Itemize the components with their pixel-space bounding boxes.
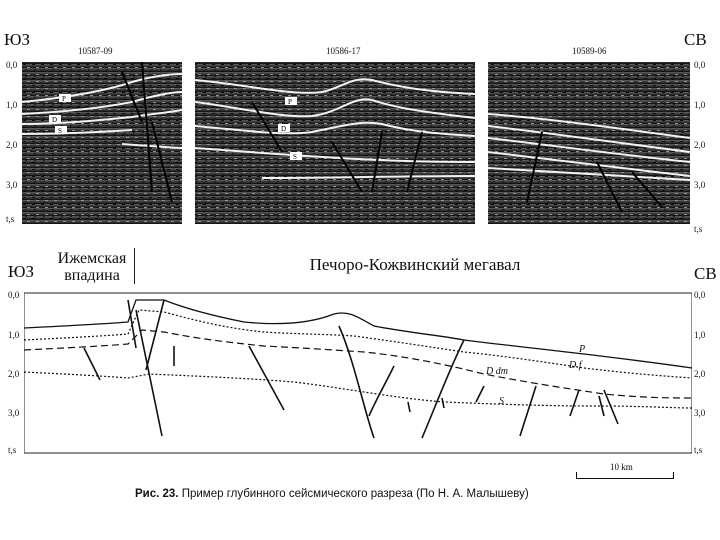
bottom-left-tick-2: 2,0: [8, 369, 20, 379]
scale-bar: [576, 472, 674, 479]
region-divider: [134, 248, 135, 284]
top-left-tick-0: 0,0: [6, 60, 18, 70]
top-horizon-label: P: [288, 98, 292, 106]
figure-caption: [135, 488, 529, 500]
top-right-tick-4: t,s: [694, 224, 703, 234]
interpretation-section: [24, 290, 692, 460]
bottom-right-direction: СВ: [694, 264, 717, 283]
label-S: S: [499, 396, 504, 407]
label-Df: D f: [569, 360, 582, 371]
top-left-tick-2: 2,0: [6, 140, 18, 150]
bottom-left-tick-0: 0,0: [8, 290, 20, 300]
top-horizon-label: D: [281, 125, 287, 133]
bottom-left-direction: ЮЗ: [8, 262, 34, 281]
top-horizon-label: S: [58, 127, 62, 135]
bottom-right-tick-0: 0,0: [694, 290, 706, 300]
top-left-direction: ЮЗ: [4, 30, 30, 49]
bottom-left-tick-1: 1,0: [8, 330, 20, 340]
bottom-right-tick-1: 1,0: [694, 330, 706, 340]
region-main-label: Печоро-Кожвинский мегавал: [309, 255, 521, 274]
top-left-tick-4: t,s: [6, 214, 15, 224]
bottom-left-tick-4: t,s: [8, 445, 17, 455]
bottom-right-tick-3: 3,0: [694, 408, 706, 418]
region-left-label: Ижемская впадина: [57, 250, 127, 284]
top-right-tick-2: 2,0: [694, 140, 706, 150]
seismic-section-image: [22, 62, 690, 224]
profile-id-2: 10586-17: [326, 46, 361, 56]
top-left-tick-3: 3,0: [6, 180, 18, 190]
top-horizon-label: P: [62, 95, 66, 103]
label-Ddm: D dm: [486, 366, 508, 377]
top-right-tick-3: 3,0: [694, 180, 706, 190]
bottom-right-tick-4: t,s: [694, 445, 703, 455]
top-right-tick-0: 0,0: [694, 60, 706, 70]
caption-prefix: Рис. 23.: [135, 488, 179, 500]
top-right-tick-1: 1,0: [694, 100, 706, 110]
scale-label: 10 km: [610, 462, 633, 472]
top-horizon-label: S: [293, 153, 297, 161]
label-P: P: [579, 344, 586, 355]
top-horizon-label: D: [52, 116, 58, 124]
bottom-left-tick-3: 3,0: [8, 408, 20, 418]
bottom-right-tick-2: 2,0: [694, 369, 706, 379]
profile-id-1: 10587-09: [78, 46, 113, 56]
top-right-direction: СВ: [684, 30, 707, 49]
profile-id-3: 10589-06: [572, 46, 607, 56]
caption-text: Пример глубинного сейсмического разреза (По Н. А. Малышеву): [178, 488, 529, 500]
top-left-tick-1: 1,0: [6, 100, 18, 110]
